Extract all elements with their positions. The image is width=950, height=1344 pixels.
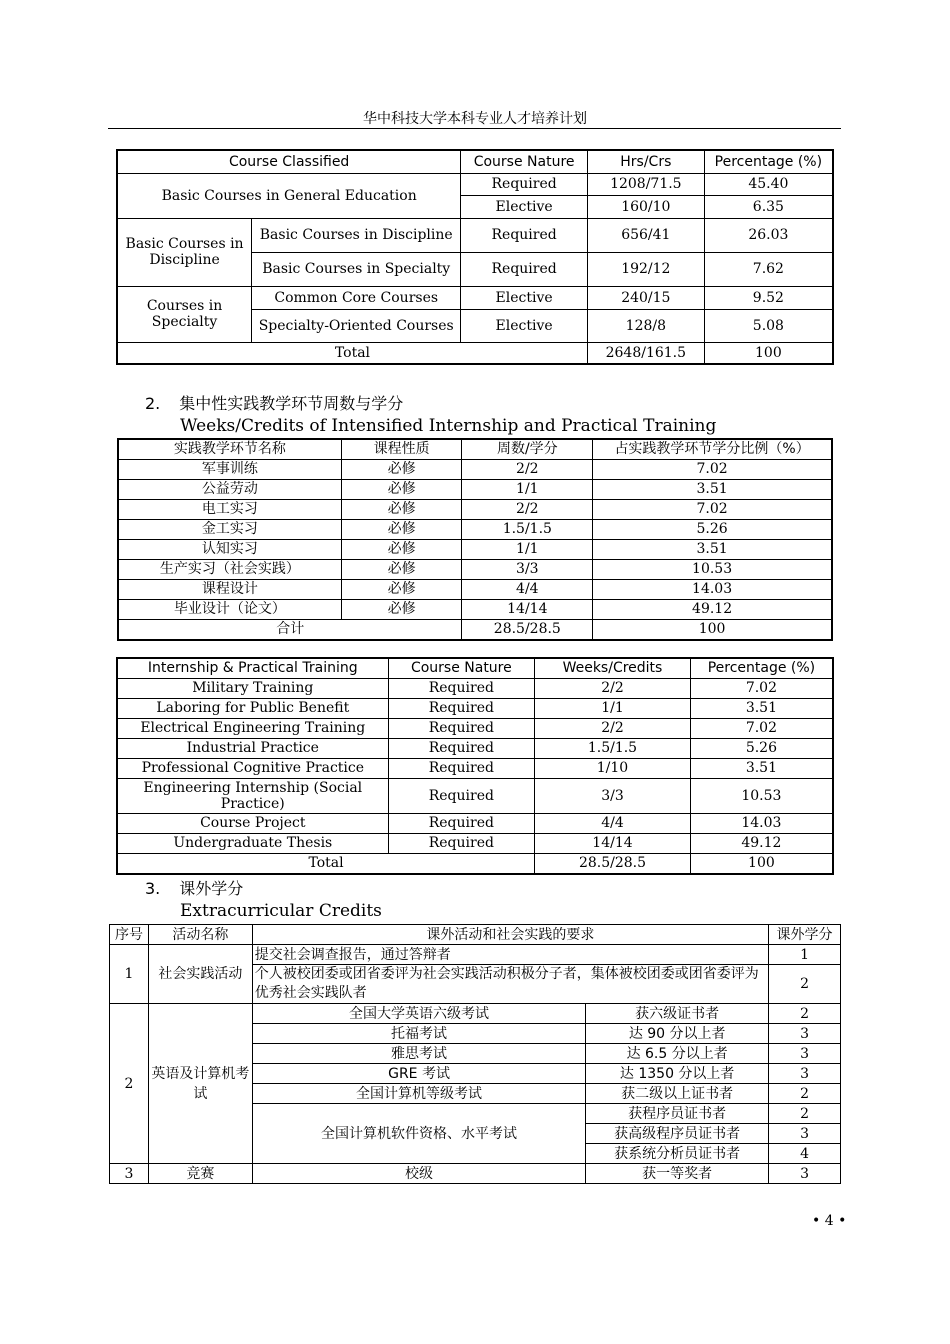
weeks-cell: 4/4 bbox=[462, 579, 593, 599]
requirement-cell: 达 1350 分以上者 bbox=[586, 1064, 769, 1084]
name-cell: 军事训练 bbox=[118, 459, 341, 479]
section-2-title-en: Weeks/Credits of Intensified Internship and Practical Training bbox=[180, 416, 717, 436]
hours-cell: 656/41 bbox=[587, 218, 704, 252]
table-row bbox=[117, 698, 833, 718]
subcategory-cell: Basic Courses in Specialty bbox=[252, 252, 461, 286]
table-row bbox=[118, 499, 832, 519]
hours-cell: 160/10 bbox=[587, 195, 704, 218]
table-row bbox=[118, 579, 832, 599]
nature-cell: Required bbox=[388, 738, 535, 758]
table-row bbox=[117, 778, 833, 813]
name-cell: 课程设计 bbox=[118, 579, 341, 599]
table-header-cell: Course Nature bbox=[461, 150, 588, 173]
requirement-cell: 达 90 分以上者 bbox=[586, 1024, 769, 1044]
section-title-cn: 课外学分 bbox=[179, 879, 244, 898]
extracurricular-credits-table bbox=[109, 924, 841, 1184]
total-percentage: 100 bbox=[704, 342, 833, 364]
hours-cell: 192/12 bbox=[587, 252, 704, 286]
category-cell: Courses in Specialty bbox=[117, 286, 252, 342]
activity-name: 社会实践活动 bbox=[148, 945, 252, 1004]
section-3-heading bbox=[145, 879, 243, 899]
weeks-cell: 3/3 bbox=[462, 559, 593, 579]
table-row bbox=[117, 813, 833, 833]
name-cell: Industrial Practice bbox=[117, 738, 388, 758]
name-cell: Engineering Internship (Social Practice) bbox=[117, 778, 388, 813]
activity-name: 英语及计算机考试 bbox=[148, 1004, 252, 1164]
category-cell: Basic Courses in Discipline bbox=[117, 218, 252, 286]
table-row bbox=[118, 559, 832, 579]
weeks-cell: 4/4 bbox=[535, 813, 691, 833]
name-cell: 认知实习 bbox=[118, 539, 341, 559]
table-header-cell: 课外活动和社会实践的要求 bbox=[252, 925, 768, 945]
requirement-cell: 获一等奖者 bbox=[586, 1164, 769, 1184]
exam-cell: 全国计算机等级考试 bbox=[252, 1084, 586, 1104]
table-header-cell: 实践教学环节名称 bbox=[118, 439, 341, 459]
nature-cell: 必修 bbox=[341, 519, 462, 539]
percentage-cell: 3.51 bbox=[593, 479, 832, 499]
percentage-cell: 14.03 bbox=[690, 813, 833, 833]
credit-cell: 2 bbox=[769, 965, 841, 1004]
weeks-cell: 1/1 bbox=[462, 479, 593, 499]
percentage-cell: 7.02 bbox=[593, 459, 832, 479]
row-number: 1 bbox=[110, 945, 149, 1004]
requirement-cell: 获系统分析员证书者 bbox=[586, 1144, 769, 1164]
nature-cell: Elective bbox=[461, 195, 588, 218]
credit-cell: 2 bbox=[769, 1084, 841, 1104]
total-weeks: 28.5/28.5 bbox=[462, 619, 593, 640]
section-number: 2. bbox=[145, 394, 161, 413]
table-header-cell: Percentage (%) bbox=[690, 658, 833, 678]
percentage-cell: 10.53 bbox=[690, 778, 833, 813]
nature-cell: 必修 bbox=[341, 459, 462, 479]
activity-name: 竞赛 bbox=[148, 1164, 252, 1184]
hours-cell: 128/8 bbox=[587, 309, 704, 342]
credit-cell: 3 bbox=[769, 1064, 841, 1084]
percentage-cell: 3.51 bbox=[690, 758, 833, 778]
table-header-cell: 活动名称 bbox=[148, 925, 252, 945]
percentage-cell: 6.35 bbox=[704, 195, 833, 218]
percentage-cell: 7.02 bbox=[690, 678, 833, 698]
practice-table-en bbox=[116, 657, 834, 875]
section-3-title-en: Extracurricular Credits bbox=[180, 901, 382, 921]
name-cell: Undergraduate Thesis bbox=[117, 833, 388, 853]
nature-cell: Required bbox=[461, 218, 588, 252]
weeks-cell: 14/14 bbox=[535, 833, 691, 853]
nature-cell: Required bbox=[388, 813, 535, 833]
table-row bbox=[117, 173, 833, 195]
weeks-cell: 1/10 bbox=[535, 758, 691, 778]
requirement-cell: 获程序员证书者 bbox=[586, 1104, 769, 1124]
practice-table-cn bbox=[117, 438, 833, 641]
table-row bbox=[117, 758, 833, 778]
table-header-cell: 课程性质 bbox=[341, 439, 462, 459]
name-cell: 金工实习 bbox=[118, 519, 341, 539]
exam-cell: GRE 考试 bbox=[252, 1064, 586, 1084]
name-cell: Military Training bbox=[117, 678, 388, 698]
table-row bbox=[118, 599, 832, 619]
percentage-cell: 3.51 bbox=[690, 698, 833, 718]
exam-cell: 雅思考试 bbox=[252, 1044, 586, 1064]
weeks-cell: 2/2 bbox=[462, 499, 593, 519]
nature-cell: Required bbox=[388, 698, 535, 718]
table-row bbox=[117, 738, 833, 758]
nature-cell: Elective bbox=[461, 309, 588, 342]
total-weeks: 28.5/28.5 bbox=[535, 853, 691, 874]
level-cell: 校级 bbox=[252, 1164, 586, 1184]
subcategory-cell: Common Core Courses bbox=[252, 286, 461, 309]
name-cell: Course Project bbox=[117, 813, 388, 833]
table-total-row bbox=[117, 342, 833, 364]
nature-cell: Required bbox=[388, 758, 535, 778]
course-classification-table bbox=[116, 149, 834, 365]
name-cell: Professional Cognitive Practice bbox=[117, 758, 388, 778]
hours-cell: 1208/71.5 bbox=[587, 173, 704, 195]
credit-cell: 2 bbox=[769, 1004, 841, 1024]
weeks-cell: 2/2 bbox=[462, 459, 593, 479]
requirement-cell: 个人被校团委或团省委评为社会实践活动积极分子者，集体被校团委或团省委评为优秀社会实践队者 bbox=[252, 965, 768, 1004]
table-total-row bbox=[118, 619, 832, 640]
table-row bbox=[110, 1164, 841, 1184]
weeks-cell: 1/1 bbox=[535, 698, 691, 718]
percentage-cell: 14.03 bbox=[593, 579, 832, 599]
percentage-cell: 10.53 bbox=[593, 559, 832, 579]
weeks-cell: 3/3 bbox=[535, 778, 691, 813]
nature-cell: 必修 bbox=[341, 599, 462, 619]
weeks-cell: 2/2 bbox=[535, 678, 691, 698]
credit-cell: 1 bbox=[769, 945, 841, 965]
name-cell: Electrical Engineering Training bbox=[117, 718, 388, 738]
subcategory-cell: Basic Courses in Discipline bbox=[252, 218, 461, 252]
table-row bbox=[110, 945, 841, 965]
requirement-cell: 提交社会调查报告，通过答辩者 bbox=[252, 945, 768, 965]
weeks-cell: 14/14 bbox=[462, 599, 593, 619]
name-cell: 生产实习（社会实践） bbox=[118, 559, 341, 579]
credit-cell: 2 bbox=[769, 1104, 841, 1124]
percentage-cell: 49.12 bbox=[690, 833, 833, 853]
header-rule bbox=[108, 128, 841, 129]
nature-cell: Required bbox=[461, 173, 588, 195]
percentage-cell: 49.12 bbox=[593, 599, 832, 619]
row-number: 3 bbox=[110, 1164, 149, 1184]
weeks-cell: 2/2 bbox=[535, 718, 691, 738]
weeks-cell: 1.5/1.5 bbox=[535, 738, 691, 758]
table-header-cell: 占实践教学环节学分比例（%） bbox=[593, 439, 832, 459]
table-header-cell: Weeks/Credits bbox=[535, 658, 691, 678]
total-label: 合计 bbox=[118, 619, 462, 640]
name-cell: 公益劳动 bbox=[118, 479, 341, 499]
nature-cell: 必修 bbox=[341, 479, 462, 499]
table-header-cell: Percentage (%) bbox=[704, 150, 833, 173]
section-2-heading bbox=[145, 394, 403, 414]
section-title-cn: 集中性实践教学环节周数与学分 bbox=[179, 394, 404, 413]
page-header: 华中科技大学本科专业人才培养计划 bbox=[363, 111, 587, 127]
percentage-cell: 3.51 bbox=[593, 539, 832, 559]
nature-cell: Required bbox=[388, 778, 535, 813]
table-total-row bbox=[117, 853, 833, 874]
nature-cell: Required bbox=[388, 678, 535, 698]
table-row bbox=[117, 718, 833, 738]
table-row bbox=[117, 218, 833, 252]
table-header-cell: Course Nature bbox=[388, 658, 535, 678]
table-header-cell: 序号 bbox=[110, 925, 149, 945]
nature-cell: Elective bbox=[461, 286, 588, 309]
name-cell: Laboring for Public Benefit bbox=[117, 698, 388, 718]
nature-cell: Required bbox=[388, 833, 535, 853]
credit-cell: 3 bbox=[769, 1124, 841, 1144]
total-label: Total bbox=[117, 342, 587, 364]
nature-cell: 必修 bbox=[341, 539, 462, 559]
total-percentage: 100 bbox=[690, 853, 833, 874]
hours-cell: 240/15 bbox=[587, 286, 704, 309]
percentage-cell: 7.62 bbox=[704, 252, 833, 286]
row-number: 2 bbox=[110, 1004, 149, 1164]
table-row bbox=[118, 539, 832, 559]
credit-cell: 3 bbox=[769, 1024, 841, 1044]
percentage-cell: 45.40 bbox=[704, 173, 833, 195]
total-label: Total bbox=[117, 853, 535, 874]
nature-cell: 必修 bbox=[341, 499, 462, 519]
percentage-cell: 5.26 bbox=[593, 519, 832, 539]
table-header-cell: Internship & Practical Training bbox=[117, 658, 388, 678]
table-row bbox=[117, 286, 833, 309]
table-row bbox=[118, 479, 832, 499]
percentage-cell: 5.26 bbox=[690, 738, 833, 758]
name-cell: 毕业设计（论文） bbox=[118, 599, 341, 619]
total-percentage: 100 bbox=[593, 619, 832, 640]
name-cell: 电工实习 bbox=[118, 499, 341, 519]
weeks-cell: 1.5/1.5 bbox=[462, 519, 593, 539]
table-header-cell: Hrs/Crs bbox=[587, 150, 704, 173]
section-number: 3. bbox=[145, 879, 161, 898]
percentage-cell: 5.08 bbox=[704, 309, 833, 342]
requirement-cell: 获二级以上证书者 bbox=[586, 1084, 769, 1104]
page-number: • 4 • bbox=[812, 1213, 847, 1229]
credit-cell: 3 bbox=[769, 1044, 841, 1064]
table-header-cell: 课外学分 bbox=[769, 925, 841, 945]
nature-cell: 必修 bbox=[341, 559, 462, 579]
table-row bbox=[118, 459, 832, 479]
percentage-cell: 26.03 bbox=[704, 218, 833, 252]
table-row bbox=[118, 519, 832, 539]
category-cell: Basic Courses in General Education bbox=[117, 173, 461, 218]
credit-cell: 4 bbox=[769, 1144, 841, 1164]
requirement-cell: 达 6.5 分以上者 bbox=[586, 1044, 769, 1064]
nature-cell: Required bbox=[388, 718, 535, 738]
table-header-cell: 周数/学分 bbox=[462, 439, 593, 459]
requirement-cell: 获六级证书者 bbox=[586, 1004, 769, 1024]
exam-cell: 全国大学英语六级考试 bbox=[252, 1004, 586, 1024]
total-hours: 2648/161.5 bbox=[587, 342, 704, 364]
exam-cell: 全国计算机软件资格、水平考试 bbox=[252, 1104, 586, 1164]
percentage-cell: 7.02 bbox=[690, 718, 833, 738]
weeks-cell: 1/1 bbox=[462, 539, 593, 559]
subcategory-cell: Specialty-Oriented Courses bbox=[252, 309, 461, 342]
credit-cell: 3 bbox=[769, 1164, 841, 1184]
nature-cell: 必修 bbox=[341, 579, 462, 599]
table-row bbox=[117, 833, 833, 853]
table-row bbox=[117, 678, 833, 698]
table-header-cell: Course Classified bbox=[117, 150, 461, 173]
table-row bbox=[110, 1004, 841, 1024]
exam-cell: 托福考试 bbox=[252, 1024, 586, 1044]
nature-cell: Required bbox=[461, 252, 588, 286]
requirement-cell: 获高级程序员证书者 bbox=[586, 1124, 769, 1144]
percentage-cell: 7.02 bbox=[593, 499, 832, 519]
percentage-cell: 9.52 bbox=[704, 286, 833, 309]
